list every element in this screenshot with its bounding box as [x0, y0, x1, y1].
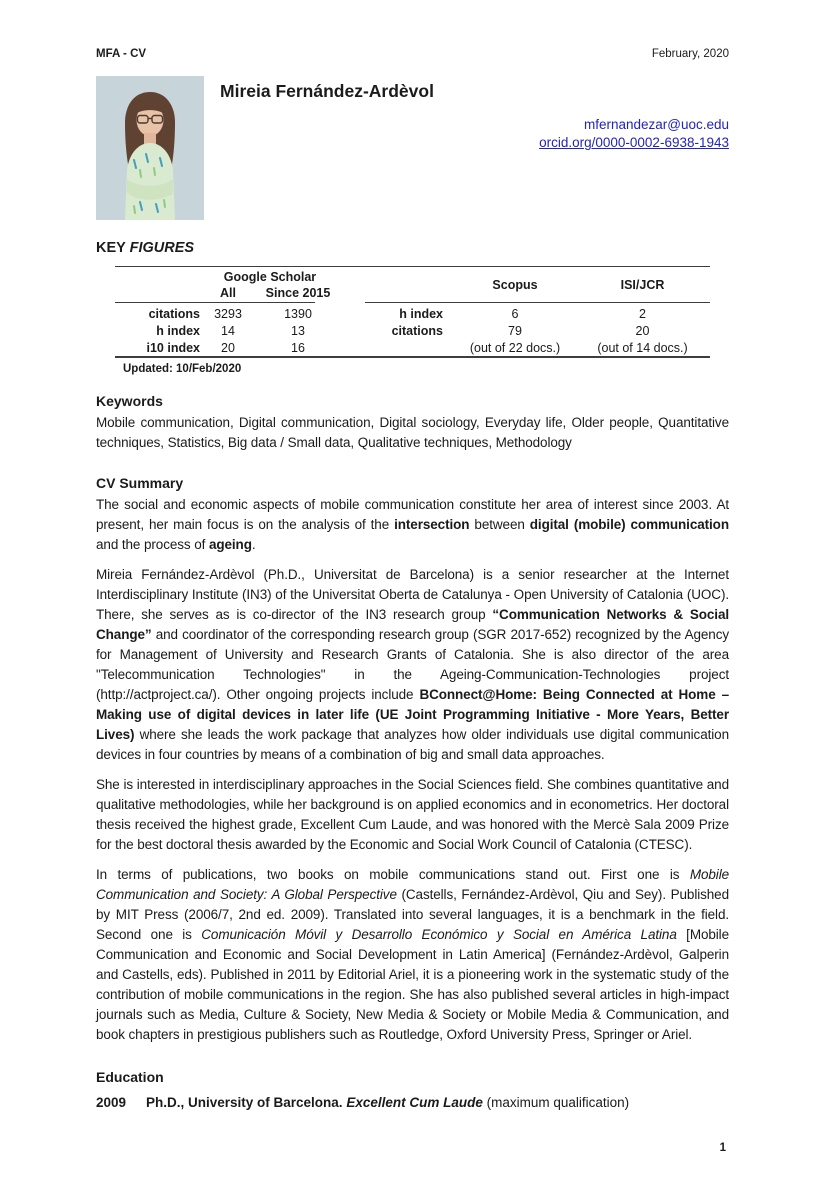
value-h-index-all: 14: [221, 324, 235, 338]
document-header: [96, 0, 729, 60]
row-label-citations: citations: [148, 307, 200, 321]
profile-section: [96, 76, 729, 220]
p1-text: The social and economic aspects of mobile communication constitute her area of interest since 2003. At present, her main focus is on the analysis of the: [96, 497, 729, 532]
value-i10-index-since: 16: [291, 341, 305, 355]
keywords-heading: Keywords: [96, 393, 163, 409]
education-description: [146, 1093, 629, 1113]
value-i10-index-all: 20: [221, 341, 235, 355]
key-figures-heading: [96, 240, 729, 256]
p4-text: In terms of publications, two books on mobile communications stand out. First one is: [96, 867, 690, 882]
p2-bold-research-group: “Communication Networks & Social Change”: [96, 607, 730, 642]
value-citations-all: 3293: [214, 307, 242, 321]
p2-text: Mireia Fernández-Ardèvol (Ph.D., Universitat de Barcelona) is a senior researcher at the Internet Interdisciplinary Institute (IN3) of the Universitat Oberta de Catalunya - Open University of Catalonia (UOC). There, she serves as is co-director of the IN3 research group: [96, 567, 729, 622]
p1-bold-ageing: ageing: [208, 537, 252, 552]
table-rule-mid-right: [365, 302, 710, 303]
table-rule-bottom: [115, 356, 710, 358]
p4-italic-book-title-2: Comunicación Móvil y Desarrollo Económico y Social en América Latina: [201, 927, 677, 942]
education-qualification-note: (maximum qualification): [482, 1095, 630, 1110]
orcid-link[interactable]: orcid.org/0000-0002-6938-1943: [539, 135, 729, 150]
p2-text: where she leads the work package that analyzes how older individuals use digital communication devices in four countries by means of a combination of big and small data approaches.: [96, 727, 729, 762]
email-link[interactable]: mfernandezar@uoc.edu: [583, 117, 729, 132]
row-label-scopus-citations: citations: [391, 324, 443, 338]
p1-text: and the process of: [96, 537, 209, 552]
p2-bold-bconnect-home: BConnect@Home: Being Connected at Home – Making use of digital devices in later life (UE Joint Programming Initiative - More Years, Better Lives): [96, 687, 729, 742]
cv-summary-paragraph-4: [96, 865, 729, 1045]
doc-title: MFA - CV: [96, 48, 147, 60]
row-label-scopus-h-index: h index: [399, 307, 443, 321]
profile-info: [204, 76, 729, 220]
value-citations-since: 1390: [284, 307, 312, 321]
cv-summary-paragraph-1: [96, 495, 729, 555]
p1-text: between: [469, 517, 530, 532]
row-label-i10-index: i10 index: [146, 341, 200, 355]
p2-text: and coordinator of the corresponding research group (SGR 2017-652) recognized by the Agency for Management of University and Research Grants of Catalonia. She is also director of the area "Telecommunication Technologies" in the Ageing-Communication-Technologies project (http://actproject.ca/). Other ongoing projects include: [96, 627, 729, 702]
keywords-text: Mobile communication, Digital communication, Digital sociology, Everyday life, Older people, Quantitative techniques, Statistics, Big data / Small data, Qualitative techniques, Methodology: [96, 415, 729, 450]
table-updated-note: Updated: 10/Feb/2020: [123, 363, 242, 375]
p4-italic-book-title-1: Mobile Communication and Society: A Global Perspective: [96, 867, 729, 902]
p1-bold-digital-mobile-communication: digital (mobile) communication: [529, 517, 729, 532]
contact-block: [220, 116, 729, 152]
key-figures-table: [115, 266, 710, 358]
key-figures-heading-key: KEY: [96, 240, 126, 256]
value-scopus-citations: 79: [508, 324, 522, 338]
col-header-google-scholar: Google Scholar: [223, 270, 317, 284]
person-name: Mireia Fernández-Ardèvol: [220, 81, 434, 101]
note-isi-docs: (out of 14 docs.): [597, 341, 688, 355]
doc-date: February, 2020: [651, 48, 729, 60]
education-heading: Education: [96, 1069, 164, 1085]
value-h-index-since: 13: [291, 324, 305, 338]
cv-summary-paragraph-3: She is interested in interdisciplinary approaches in the Social Sciences field. She combines quantitative and qualitative methodologies, while her background is on applied economics and in econometrics. Her doctoral thesis received the highest grade, Excellent Cum Laude, and was honored with the Mercè Sala 2009 Prize for the best doctoral thesis awarded by the Economic and Social Work Council of Catalonia (CTESC).: [96, 777, 729, 852]
p1-bold-intersection: intersection: [394, 517, 470, 532]
table-rule-mid-left: [115, 302, 315, 303]
col-header-scopus: Scopus: [492, 278, 538, 292]
education-degree: Ph.D., University of Barcelona.: [146, 1095, 347, 1110]
value-scopus-h-index: 6: [511, 307, 519, 321]
table-rule-top: [115, 266, 710, 267]
row-label-h-index: h index: [156, 324, 200, 338]
cv-summary-heading: CV Summary: [96, 475, 184, 491]
value-isi-h-index: 2: [639, 307, 646, 321]
p4-text: [Mobile Communication and Economic and Social Development in Latin America] (Fernández-Ardèvol, Galperin and Castells, eds). Published in 2011 by Editorial Ariel, it is a pioneering work in the systematic study of the contribution of mobile communications in the region. She has also published several articles in high-impact journals such as Media, Culture & Society, New Media & Society or Mobile Media & Communication, and book chapters in prestigious publishers such as Routledge, Oxford University Press, Springer or Ariel.: [96, 927, 729, 1042]
education-honor: Excellent Cum Laude: [346, 1095, 483, 1110]
p1-text: .: [251, 537, 256, 552]
education-year: 2009: [96, 1095, 127, 1110]
col-header-all: All: [220, 286, 236, 300]
cv-summary-paragraph-2: [96, 565, 729, 765]
education-entry: [96, 1093, 729, 1113]
value-isi-citations: 20: [635, 324, 650, 338]
note-scopus-docs: (out of 22 docs.): [469, 341, 561, 355]
portrait-illustration: [96, 76, 204, 220]
col-header-isi-jcr: ISI/JCR: [620, 278, 665, 292]
p4-text: (Castells, Fernández-Ardèvol, Qiu and Sey). Published by MIT Press (2006/7, 2nd ed. 2009). Translated into several languages, it is a benchmark in the field. Second one is: [96, 887, 730, 942]
profile-photo: [96, 76, 204, 220]
col-header-since-2015: Since 2015: [265, 286, 331, 300]
page-number: 1: [719, 1142, 726, 1154]
key-figures-heading-figures: FIGURES: [129, 240, 195, 256]
